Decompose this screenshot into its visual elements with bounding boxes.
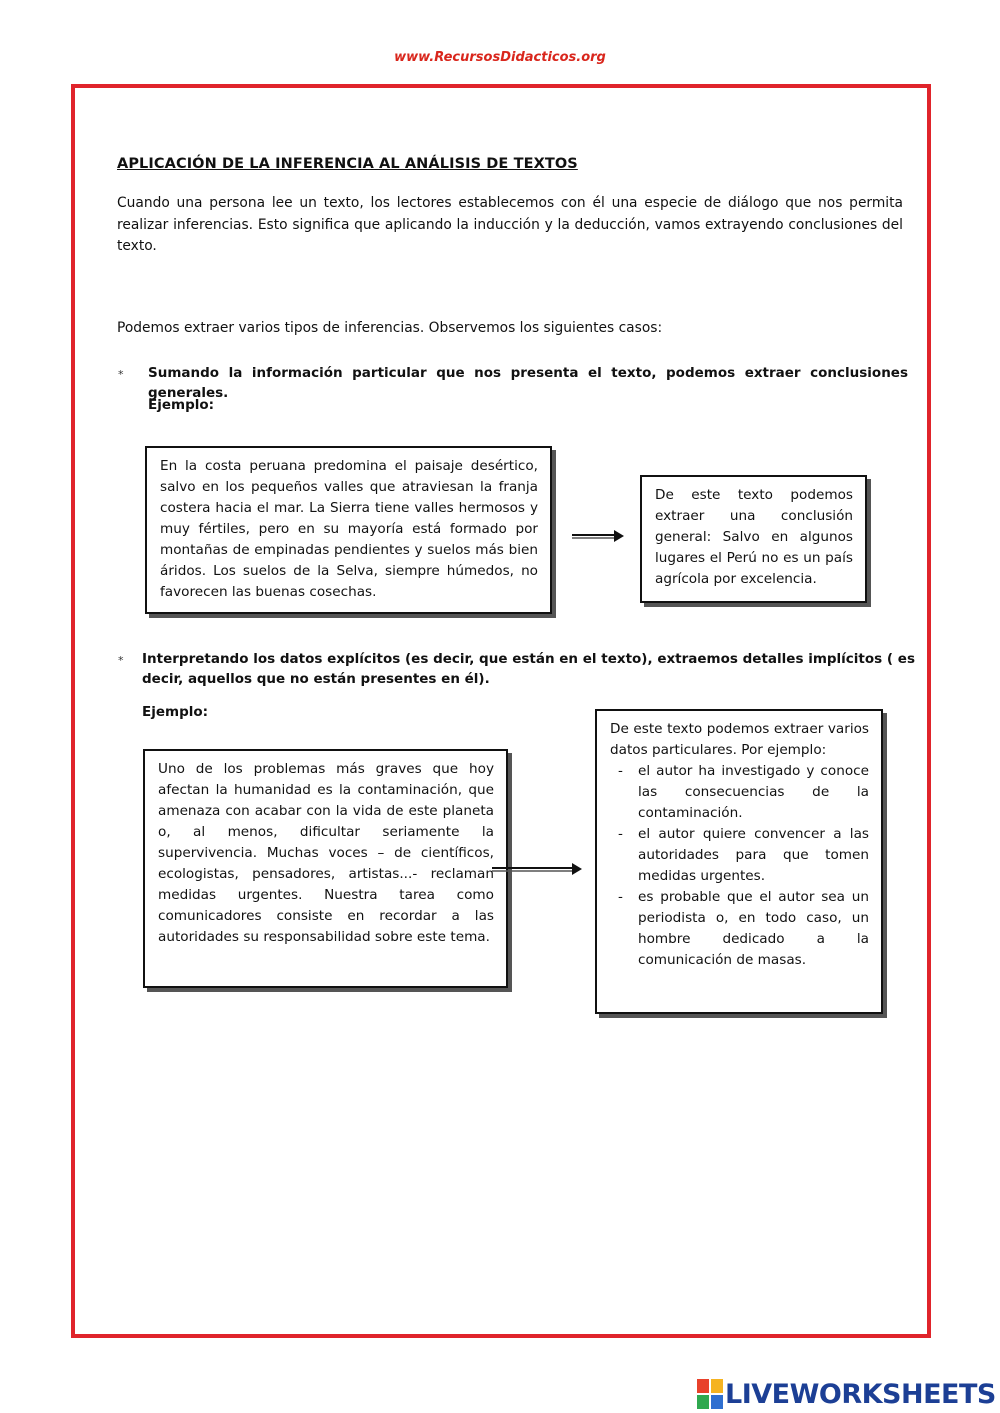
bullet-marker-2: * — [118, 654, 124, 667]
section2-source-box — [143, 749, 508, 988]
liveworksheets-logo-icon — [697, 1379, 723, 1409]
intro-paragraph: Cuando una persona lee un texto, los lectores establecemos con él una especie de diálogo que nos permita realizar inferencias. Esto significa que aplicando la inducción y la deducción, vamos extrayendo conclusiones del texto. — [117, 195, 903, 254]
section1-source-text: En la costa peruana predomina el paisaje desértico, salvo en los pequeños valles que atraviesan la franja costera hacia el mar. La Sierra tiene valles hermosos y muy fértiles, pero en su mayoría está formado por montañas de empinadas pendientes y suelos más bien áridos. Los suelos de la Selva, siempre húmedos, no favorecen las buenas cosechas. — [160, 458, 538, 600]
arrow-right-icon — [572, 529, 624, 543]
document-title: APLICACIÓN DE LA INFERENCIA AL ANÁLISIS DE TEXTOS — [117, 156, 578, 172]
arrow-right-icon — [492, 862, 582, 876]
dash-marker: - — [618, 763, 623, 779]
section2-conclusion-intro: De este texto podemos extraer varios datos particulares. Por ejemplo: — [610, 721, 869, 758]
list-item: - el autor quiere convencer a las autoridades para que tomen medidas urgentes. — [618, 826, 869, 884]
list-item: - el autor ha investigado y conoce las consecuencias de la contaminación. — [618, 763, 869, 821]
dash-marker: - — [618, 826, 623, 842]
section1-example-label: Ejemplo: — [148, 397, 215, 413]
section2-conclusion-list — [610, 761, 869, 971]
section2-source-text: Uno de los problemas más graves que hoy afectan la humanidad es la contaminación, que amenaza con acabar con la vida de este planeta o, al menos, dificultar seriamente la supervivencia. Muchas voces – de científicos, ecologistas, pensadores, artistas...- reclaman medidas urgentes. Nuestra tarea como comunicadores consiste en recordar a las autoridades su responsabilidad sobre este tema. — [158, 761, 494, 945]
section1-heading: Sumando la información particular que nos presenta el texto, podemos extraer conclusiones generales. — [148, 365, 908, 401]
section1-conclusion-text: De este texto podemos extraer una conclusión general: Salvo en algunos lugares el Perú no es un país agrícola por excelencia. — [655, 487, 853, 587]
section2-heading: Interpretando los datos explícitos (es decir, que están en el texto), extraemos detalles implícitos ( es decir, aquellos que no están presentes en él). — [142, 651, 915, 687]
section1-source-box — [145, 446, 552, 614]
bullet-marker-1: * — [118, 368, 124, 381]
liveworksheets-logo[interactable] — [697, 1376, 996, 1412]
site-url[interactable]: www.RecursosDidacticos.org — [394, 50, 606, 65]
section2-conclusion-box — [595, 709, 883, 1014]
logo-text: LIVEWORKSHEETS — [725, 1378, 996, 1410]
section1-conclusion-box — [640, 475, 867, 603]
dash-marker: - — [618, 889, 623, 905]
types-paragraph: Podemos extraer varios tipos de inferencias. Observemos los siguientes casos: — [117, 320, 663, 336]
section2-example-label: Ejemplo: — [142, 704, 209, 720]
list-item: - es probable que el autor sea un periodista o, en todo caso, un hombre dedicado a la comunicación de masas. — [618, 889, 869, 968]
